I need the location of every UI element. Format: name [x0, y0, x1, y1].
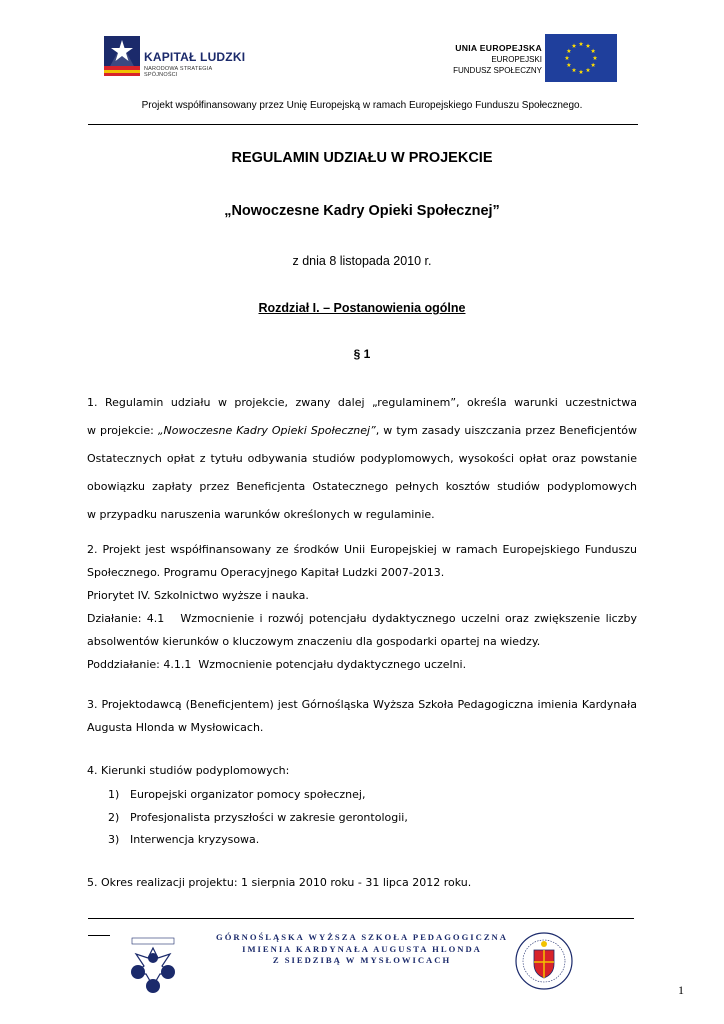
point-3: [87, 693, 637, 739]
paragraph-symbol: § 1: [353, 347, 371, 361]
document-title: REGULAMIN UDZIAŁU W PROJEKCIE: [231, 150, 493, 166]
point-2-line-5: absolwentów kierunków o kluczowym znaczeniu dla gospodarki opartej na wiedzy.: [87, 635, 541, 648]
list-item: [108, 829, 408, 852]
point-2-line-6: Poddziałanie: 4.1.1 Wzmocnienie potencjału dydaktycznego uczelni.: [87, 658, 467, 671]
point-2-line-2: Społecznego. Programu Operacyjnego Kapitał Ludzki 2007-2013.: [87, 566, 445, 579]
footer-institution: [0, 932, 724, 967]
eu-flag-icon: [545, 34, 617, 82]
footer-line-1: GÓRNOŚLĄSKA WYŻSZA SZKOŁA PEDAGOGICZNA: [216, 932, 508, 942]
page-number: 1: [678, 983, 684, 997]
kapital-ludzki-title: KAPITAŁ LUDZKI: [144, 50, 246, 64]
point-3-line-2: Augusta Hlonda w Mysłowicach.: [87, 721, 264, 734]
eu-logo-text: [453, 42, 542, 76]
point-1-line-5: w przypadku naruszenia warunków określonych w regulaminie.: [87, 508, 435, 521]
point-1-line-2-start: w projekcie:: [87, 424, 158, 437]
point-5: [87, 872, 637, 894]
point-1-line-2: [87, 417, 637, 445]
point-4-intro-text: 4. Kierunki studiów podyplomowych:: [87, 764, 290, 777]
chapter-heading: Rozdział I. – Postanowienia ogólne: [258, 301, 466, 315]
list-item-number: 1): [108, 788, 120, 801]
header-divider: [88, 124, 638, 125]
list-item-number: 3): [108, 833, 120, 846]
point-4-intro: [87, 760, 637, 782]
list-item-text: Profesjonalista przyszłości w zakresie gerontologii,: [130, 810, 408, 824]
eu-line-2: EUROPEJSKI: [491, 55, 542, 64]
point-1-line-4: obowiązku zapłaty przez Beneficjenta Ostatecznego pełnych kosztów studiów podyplomowych: [87, 480, 637, 493]
cofinancing-note: Projekt współfinansowany przez Unię Europejską w ramach Europejskiego Funduszu Społecznego.: [141, 100, 583, 111]
study-directions-list: [108, 784, 408, 852]
point-1-line-3: Ostatecznych opłat z tytułu odbywania studiów podyplomowych, wysokości opłat oraz powstanie: [87, 452, 637, 465]
university-seal-icon: [514, 930, 574, 992]
point-2-line-4: Działanie: 4.1 Wzmocnienie i rozwój potencjału dydaktycznego uczelni oraz zwiększenie liczby: [87, 612, 637, 625]
point-2-line-1: 2. Projekt jest współfinansowany ze środków Unii Europejskiej w ramach Europejskiego Funduszu: [87, 543, 637, 556]
eu-line-3: FUNDUSZ SPOŁECZNY: [453, 66, 542, 75]
point-2: [87, 538, 637, 676]
point-5-line-1: 5. Okres realizacji projektu: 1 sierpnia 2010 roku - 31 lipca 2012 roku.: [87, 876, 472, 889]
kapital-ludzki-logo: [98, 28, 246, 86]
list-item-number: 2): [108, 810, 120, 824]
point-1-line-2-end: , w tym zasady uiszczania przez Beneficjentów: [375, 424, 637, 437]
eu-line-1: UNIA EUROPEJSKA: [455, 43, 542, 53]
point-1-project-italic: „Nowoczesne Kadry Opieki Społecznej”: [157, 424, 376, 437]
document-date: z dnia 8 listopada 2010 r.: [292, 254, 432, 268]
point-1: [87, 389, 637, 529]
point-1-line-1: 1. Regulamin udziału w projekcie, zwany dalej „regulaminem”, określa warunki uczestnictwa: [87, 396, 637, 409]
list-item-text: Interwencja kryzysowa.: [130, 833, 260, 846]
point-2-line-3: Priorytet IV. Szkolnictwo wyższe i nauka.: [87, 589, 309, 602]
kapital-ludzki-mark-icon: [104, 36, 140, 76]
footer-divider: [88, 918, 634, 919]
list-item: [108, 807, 408, 830]
point-3-line-1: 3. Projektodawcą (Beneficjentem) jest Górnośląska Wyższa Szkoła Pedagogiczna imienia Kardynała: [87, 698, 637, 711]
footer-line-3: Z SIEDZIBĄ W MYSŁOWICACH: [272, 955, 452, 965]
list-item: [108, 784, 408, 807]
footer-line-2: IMIENIA KARDYNAŁA AUGUSTA HLONDA: [242, 943, 482, 954]
list-item-text: Europejski organizator pomocy społecznej,: [130, 788, 366, 801]
project-name: „Nowoczesne Kadry Opieki Społecznej”: [224, 203, 500, 219]
kapital-ludzki-subtitle: NARODOWA STRATEGIA SPÓJNOŚCI: [144, 66, 213, 78]
